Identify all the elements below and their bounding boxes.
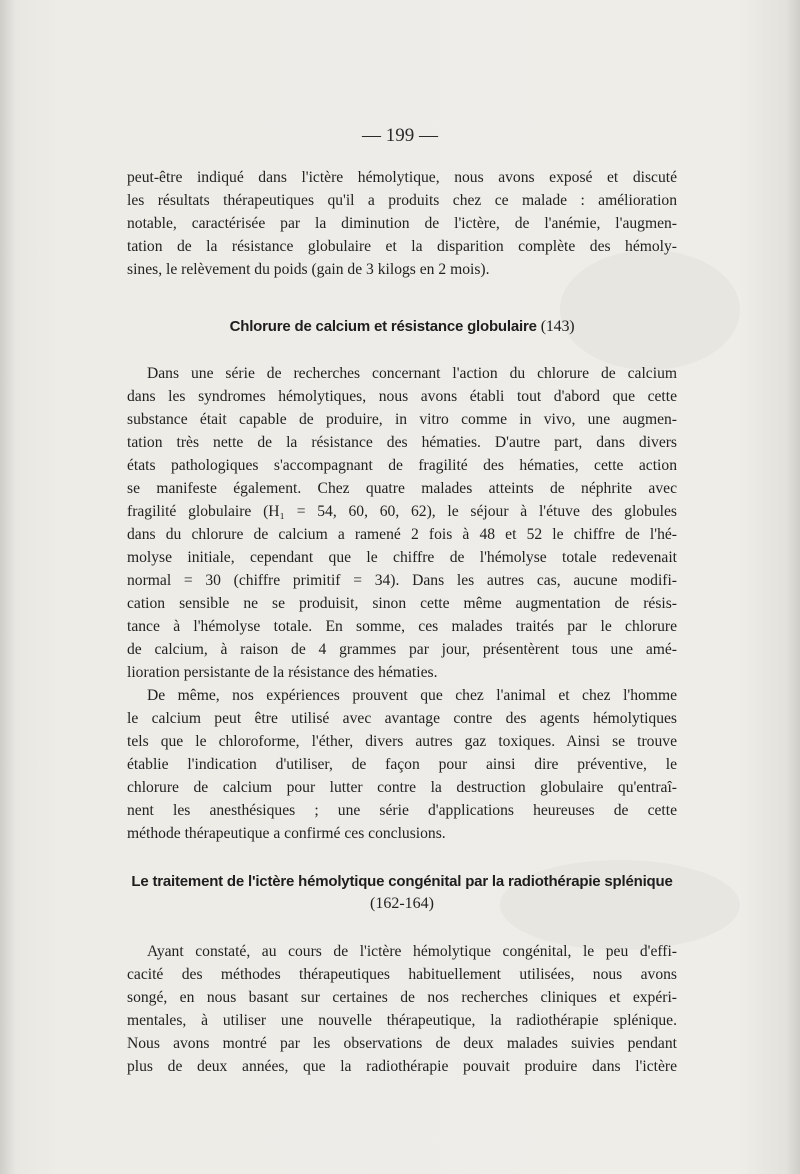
page-number: — 199 — [362, 125, 438, 146]
text-line: tance à l'hémolyse totale. En somme, ces malades traités par le chlorure [127, 618, 677, 635]
text-line: substance était capable de produire, in vitro comme in vivo, une augmen- [127, 411, 677, 428]
text-line: notable, caractérisée par la diminution de l'ictère, de l'anémie, l'augmen- [127, 215, 677, 232]
text-line: cation sensible ne se produisit, sinon cette même augmentation de résis- [127, 595, 677, 612]
text-line: Nous avons montré par les observations de deux malades suivies pendant [127, 1035, 677, 1052]
text-line: se manifeste également. Chez quatre malades atteints de néphrite avec [127, 480, 677, 497]
text-line: dans les syndromes hémolytiques, nous avons établi tout d'abord que cette [127, 388, 677, 405]
text-line: de calcium, à raison de 4 grammes par jour, présentèrent tous une amé- [127, 641, 677, 658]
text-line: établie l'indication d'utiliser, de façon pour ainsi dire préventive, le [127, 756, 677, 773]
text-line: plus de deux années, que la radiothérapie pouvait produire dans l'ictère [127, 1058, 677, 1075]
section-heading-chlorure [127, 318, 677, 336]
text-line: tation très nette de la résistance des hématies. D'autre part, dans divers [127, 434, 677, 451]
reference-number: (162-164) [370, 895, 434, 912]
text-line: songé, en nous basant sur certaines de nos recherches cliniques et expéri- [127, 989, 677, 1006]
text-line: nent les anesthésiques ; une série d'applications heureuses de cette [127, 802, 677, 819]
text-line: De même, nos expériences prouvent que chez l'animal et chez l'homme [147, 687, 677, 704]
paragraph-3 [127, 684, 677, 845]
text-line: molyse initiale, cependant que le chiffre de l'hémolyse totale redevenait [127, 549, 677, 566]
text-line: tation de la résistance globulaire et la disparition complète des hémoly- [127, 238, 677, 255]
section-title: Le traitement de l'ictère hémolytique congénital par la radiothérapie splénique [131, 873, 673, 890]
text-line: Dans une série de recherches concernant l'action du chlorure de calcium [147, 365, 677, 382]
text-line: dans du chlorure de calcium a ramené 2 fois à 48 et 52 le chiffre de l'hé- [127, 526, 677, 543]
text-line: mentales, à utiliser une nouvelle thérapeutique, la radiothérapie splénique. [127, 1012, 677, 1029]
text-line: tels que le chloroforme, l'éther, divers autres gaz toxiques. Ainsi se trouve [127, 733, 677, 750]
text-line: les résultats thérapeutiques qu'il a produits chez ce malade : amélioration [127, 192, 677, 209]
text-line: peut-être indiqué dans l'ictère hémolytique, nous avons exposé et discuté [127, 169, 677, 186]
paragraph-4 [127, 940, 677, 1078]
text-line: cacité des méthodes thérapeutiques habituellement utilisées, nous avons [127, 966, 677, 983]
reference-number: (143) [540, 318, 575, 335]
text-line: Ayant constaté, au cours de l'ictère hémolytique congénital, le peu d'effi- [147, 943, 677, 960]
text-line: lioration persistante de la résistance des hématies. [127, 664, 438, 681]
paragraph-2 [127, 362, 677, 684]
text-line: normal = 30 (chiffre primitif = 34). Dans les autres cas, aucune modifi- [127, 572, 677, 589]
text-line: fragilité globulaire (H₁ = 54, 60, 60, 62), le séjour à l'étuve des globules [127, 503, 677, 520]
section-title: Chlorure de calcium et résistance globulaire [229, 318, 537, 335]
text-line: chlorure de calcium pour lutter contre la destruction globulaire qu'entraî- [127, 779, 677, 796]
section-heading-radiotherapie [127, 873, 677, 890]
text-line: le calcium peut être utilisé avec avantage contre des agents hémolytiques [127, 710, 677, 727]
paragraph-1 [127, 166, 677, 281]
text-line: sines, le relèvement du poids (gain de 3 kilogs en 2 mois). [127, 261, 490, 278]
text-line: méthode thérapeutique a confirmé ces conclusions. [127, 825, 446, 842]
text-line: états pathologiques s'accompagnant de fragilité des hématies, cette action [127, 457, 677, 474]
